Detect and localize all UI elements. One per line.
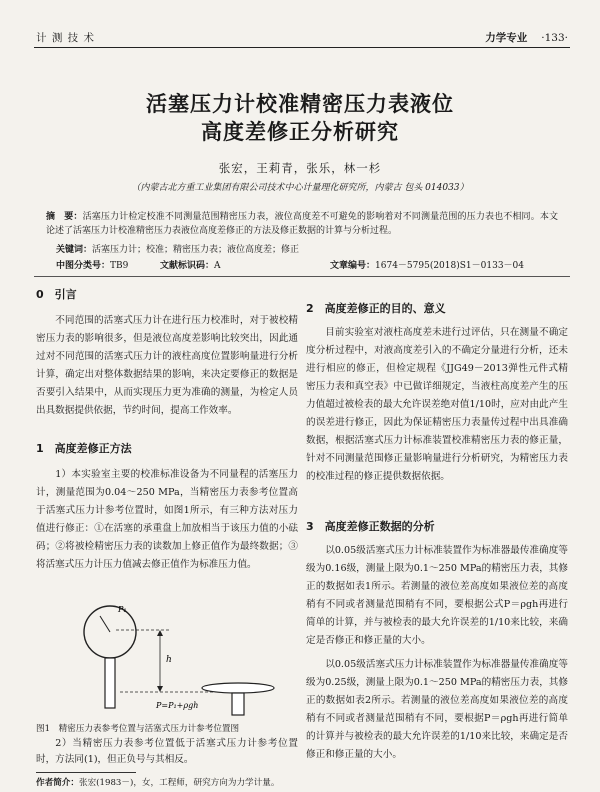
figure-1-caption: 图1 精密压力表参考位置与活塞式压力计参考位置图 xyxy=(36,724,240,734)
height-arrow-bottom xyxy=(157,686,163,692)
running-header xyxy=(485,30,568,45)
footnote-text: 张宏(1983－)，女，工程师，研究方向为力学计量。 xyxy=(78,778,280,788)
footnote-rule xyxy=(36,772,136,773)
affiliation: （内蒙古北方重工业集团有限公司技术中心计量理化研究所，内蒙古 包头 014033） xyxy=(131,183,469,193)
footnote-label: 作者简介： xyxy=(36,778,79,788)
author-footnote xyxy=(36,776,279,788)
section-2-heading: 2 高度差修正的目的、意义 xyxy=(306,302,446,315)
title-line-1: 活塞压力计校准精密压力表液位 xyxy=(146,92,454,116)
clc-value: TB9 xyxy=(110,261,129,271)
piston-weight-plate xyxy=(202,683,274,693)
page-number: ·133· xyxy=(541,32,568,44)
section-1-paragraph-2: 2）当精密压力表参考位置低于活塞式压力计参考位置时，方法同(1)，但正负号与其相反。 xyxy=(36,738,298,765)
figure-1 xyxy=(60,590,280,718)
keywords xyxy=(56,242,299,255)
doc-label: 文献标识码： xyxy=(160,261,215,271)
section-1-paragraph-1: 1）本实验室主要的校准标准设备为不同量程的活塞压力计，测量范围为0.04～250 MPa，当精密压力表参考位置高于活塞式压力计参考位置时，如图1所示，有三种方法对压力值进行修正：①在活塞的承重盘上加放相当于该压力值的小砝码；②将被检精密压力表的读数加上修正值作为最终数据；③将活塞式压力计压力值减去修正值作为标准压力值。 xyxy=(36,469,298,570)
doc-value: A xyxy=(214,261,221,271)
section-2-paragraph: 目前实验室对液柱高度差未进行过评估，只在测量不确定度分析过程中，对液高度差引入的不确定分量进行分析，还未进行相应的修正，但检定规程《JJG49－2013弹性元件式精密压力表和真空表》中已做详细规定，当液柱高度差产生的压力值超过被检表的最大允许误差绝对值1/10时，应对由此产生的误差进行修正，因此为保证精密压力表量传过程中出具准确数据，根据活塞式压力计标准装置校准精密压力表的修正量，针对不同测量范围修正量影响量进行分析研究，为精密压力表的校准过程的修正提供数据依据。 xyxy=(306,327,568,482)
keywords-text: 活塞压力计；校准；精密压力表；液位高度差；修正 xyxy=(92,245,300,255)
piston-rod xyxy=(232,693,244,715)
section-0-paragraph: 不同范围的活塞式压力计在进行压力校准时，对于被校精密压力表的影响很多，但是液位高度差影响比较突出，因此通过对不同范围的活塞式压力计的液柱高度位置影响量进行分析计算，确定出对整体数据结果的影响，来决定要修正的数据是否要引入结果中，从而实现压力更为准确的测量，为检定人员出具数据提供依据，节约时间，提高工作效率。 xyxy=(36,315,298,416)
journal-name: 计 测 技 术 xyxy=(36,32,96,44)
abstract-label: 摘 要： xyxy=(46,212,83,222)
clc-number xyxy=(56,258,128,271)
height-arrow-top xyxy=(157,630,163,636)
label-p1: P₁ xyxy=(118,605,127,614)
abstract xyxy=(46,210,558,238)
section-3-heading: 3 高度差修正数据的分析 xyxy=(306,520,435,533)
authors: 张宏，王莉青，张乐，林一杉 xyxy=(218,161,382,175)
section-0-heading: 0 引言 xyxy=(36,288,77,301)
section-3-paragraph-2: 以0.05级活塞式压力计标准装置作为标准器量传准确度等级为0.25级，测量上限为0.1～250 MPa的精密压力表，其修正的数据如表2所示。若测量的液位差高度如果液位差的高度稍有不同或者测量范围稍有不同，要根据P＝ρgh再进行简单的计算并与被检表的最大允许误差的1/10来比较，来确定是否修正和修正量的大小。 xyxy=(306,659,568,760)
keywords-label: 关键词： xyxy=(56,245,93,255)
gauge-stem xyxy=(105,658,115,708)
abstract-text: 活塞压力计检定校准不同测量范围精密压力表，液位高度差不可避免的影响着对不同测量范围的压力表也不相同。本文论述了活塞压力计校准精密压力表液位高度差修正的方法及修正数据的计算与分析过程。 xyxy=(46,212,558,236)
section-name: 力学专业 xyxy=(485,32,528,44)
section-1-heading: 1 高度差修正方法 xyxy=(36,442,132,455)
formula-label: P=P₁+ρgh xyxy=(156,701,199,710)
doc-code xyxy=(160,258,221,271)
section-3-paragraph-1: 以0.05级活塞式压力计标准装置作为标准器最传准确度等级为0.16级，测量上限为0.1～250 MPa的精密压力表，其修正的数据如表1所示。若测量的液位差高度如果液位差的高度稍有不同或者测量范围稍有不同，要根据公式P＝ρgh再进行简单的计算，并与被检表的最大允许误差的1/10来比较，来确定是否修正和修正量的大小。 xyxy=(306,545,568,646)
header-rule xyxy=(34,47,570,48)
clc-label: 中图分类号： xyxy=(56,261,111,271)
label-h: h xyxy=(166,655,172,665)
meta-rule xyxy=(34,276,570,277)
article-value: 1674－5795(2018)S1－0133－04 xyxy=(375,261,524,271)
gauge-needle xyxy=(100,616,110,632)
article-number xyxy=(330,258,524,271)
article-label: 文章编号： xyxy=(330,261,376,271)
title-line-2: 高度差修正分析研究 xyxy=(201,120,399,144)
